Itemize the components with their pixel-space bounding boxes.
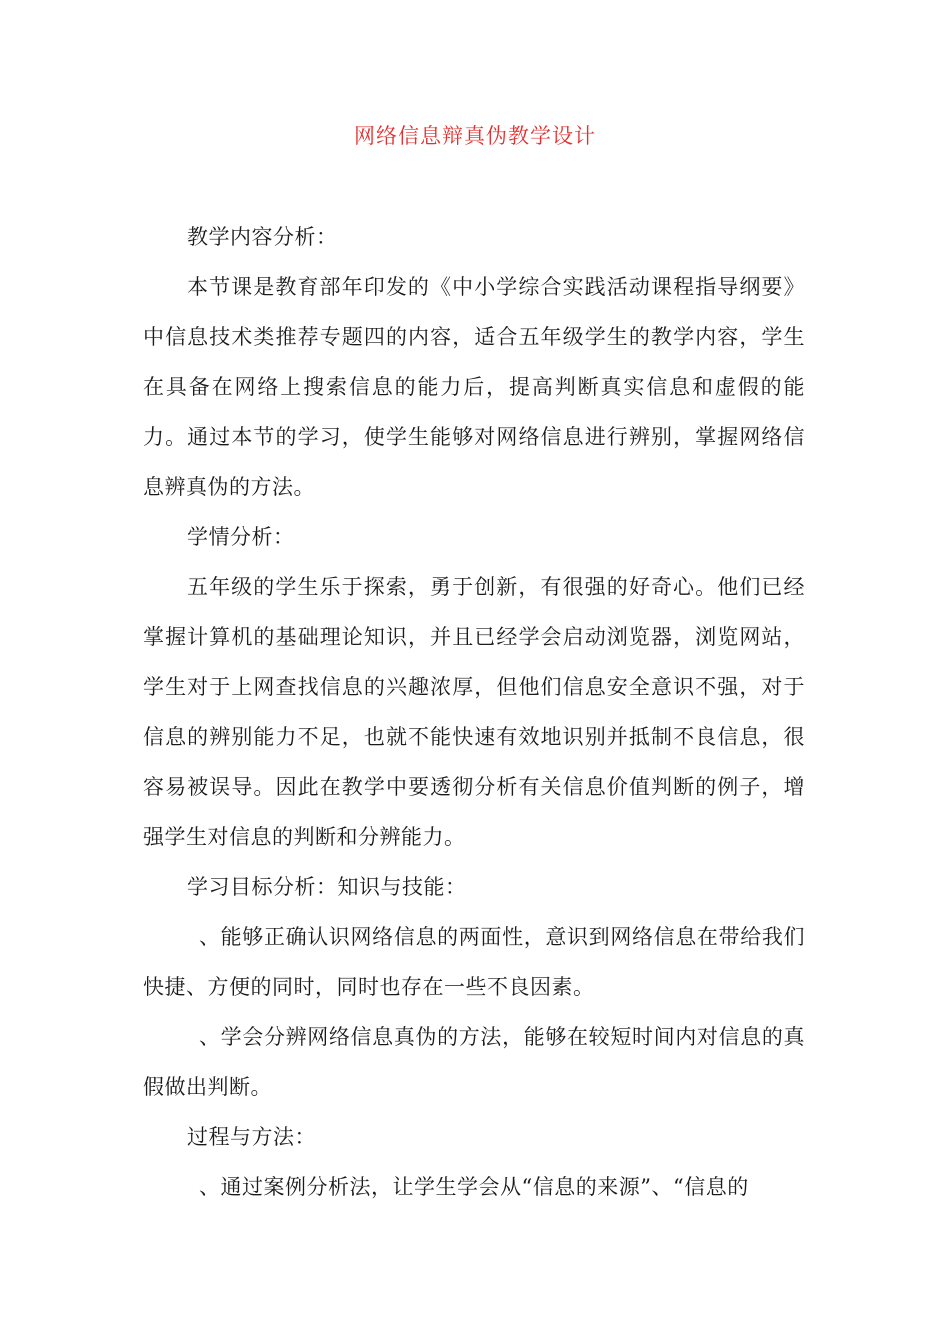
heading-learner-analysis: 学情分析： xyxy=(187,525,295,549)
document-title: 网络信息辩真伪教学设计 xyxy=(354,124,596,148)
paragraph-learner-analysis: 五年级的学生乐于探索，勇于创新，有很强的好奇心。他们已经掌握计算机的基础理论知识，并且已经学会启动浏览器，浏览网站，学生对于上网查找信息的兴趣浓厚，但他们信息安全意识不强，对于信息的辨别能力不足，也就不能快速有效地识别并抵制不良信息，很容易被误导。因此在教学中要透彻分析有关信息价值判断的例子，增强学生对信息的判断和分辨能力。 xyxy=(143,575,805,849)
document-body xyxy=(143,212,805,1212)
list-item-goal-2: 、学会分辨网络信息真伪的方法，能够在较短时间内对信息的真假做出判断。 xyxy=(143,1025,805,1099)
list-item-goal-1: 、能够正确认识网络信息的两面性，意识到网络信息在带给我们快捷、方便的同时，同时也存在一些不良因素。 xyxy=(143,925,805,999)
heading-process-method: 过程与方法： xyxy=(187,1125,316,1149)
heading-content-analysis: 教学内容分析： xyxy=(187,225,338,249)
paragraph-content-analysis: 本节课是教育部年印发的《中小学综合实践活动课程指导纲要》中信息技术类推荐专题四的内容，适合五年级学生的教学内容，学生在具备在网络上搜索信息的能力后，提高判断真实信息和虚假的能力。通过本节的学习，使学生能够对网络信息进行辨别，掌握网络信息辨真伪的方法。 xyxy=(143,275,805,499)
list-item-process-1: 、通过案例分析法，让学生学会从“信息的来源”、“信息的 xyxy=(199,1175,749,1199)
heading-learning-goals: 学习目标分析：知识与技能： xyxy=(187,875,467,899)
